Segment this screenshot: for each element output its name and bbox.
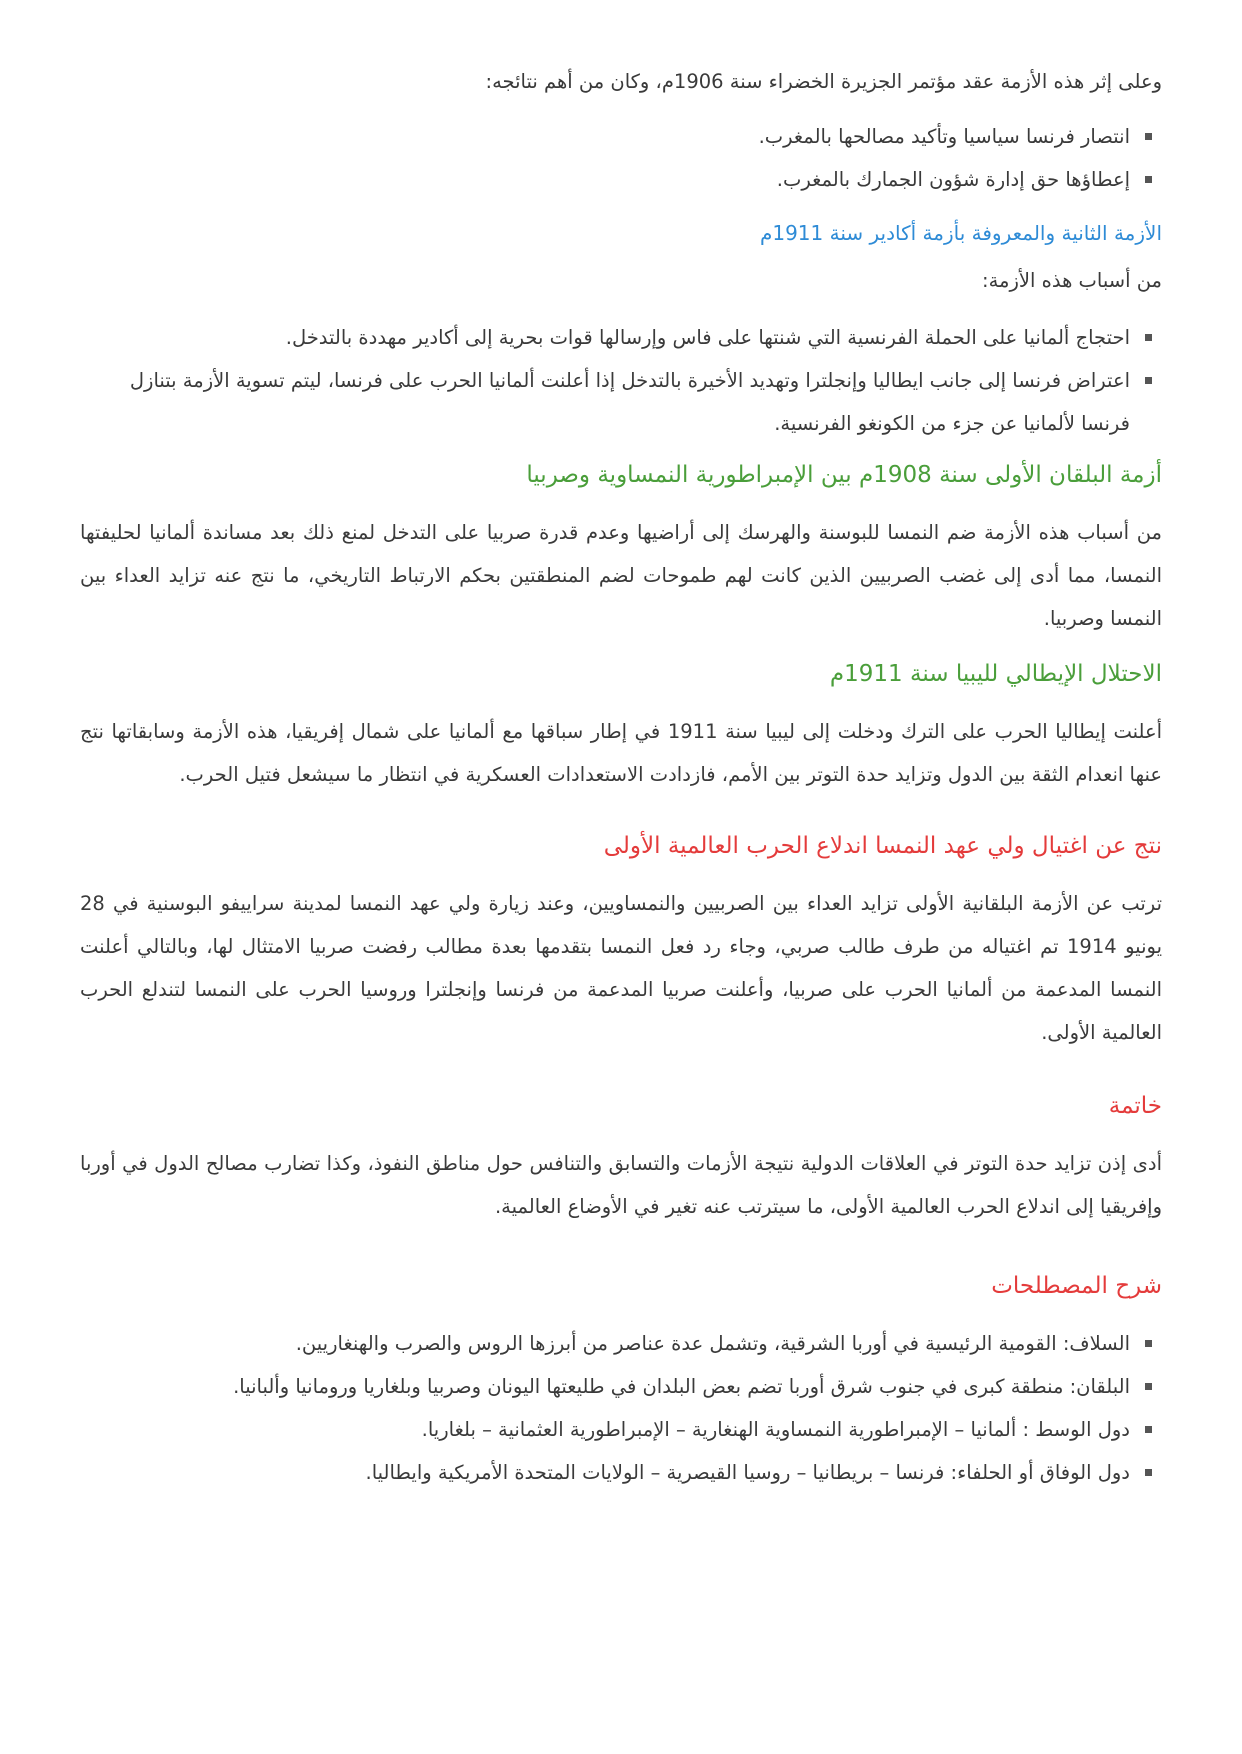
section-heading-conclusion: خاتمة: [1108, 1093, 1162, 1119]
section-heading-balkan: أزمة البلقان الأولى سنة 1908م بين الإمبراطورية النمساوية وصربيا: [526, 462, 1162, 488]
balkan-paragraph: من أسباب هذه الأزمة ضم النمسا للبوسنة والهرسك إلى أراضيها وعدم قدرة صربيا على التدخل لمنع ذلك بعد مساندة ألمانيا لحليفتها النمسا، مما أدى إلى غضب الصربيين الذين كانت لهم طموحات لضم المنطقتين بحكم الارتباط التاريخي، ما نتج عنه تزايد العداء بين النمسا وصربيا.: [80, 521, 1162, 630]
list-item: البلقان: منطقة كبرى في جنوب شرق أوربا تضم بعض البلدان في طليعتها اليونان وصربيا وبلغاريا ورومانيا وألبانيا.: [80, 1365, 1162, 1408]
list-item: احتجاج ألمانيا على الحملة الفرنسية التي شنتها على فاس وإرسالها قوات بحرية إلى أكادير مهددة بالتدخل.: [80, 316, 1162, 359]
page-content: [80, 60, 1162, 1494]
section-heading-agadir: الأزمة الثانية والمعروفة بأزمة أكادير سنة 1911م: [759, 221, 1162, 245]
list-item: السلاف: القومية الرئيسية في أوربا الشرقية، وتشمل عدة عناصر من أبرزها الروس والصرب والهنغاريين.: [80, 1322, 1162, 1365]
list-item: دول الوفاق أو الحلفاء: فرنسا – بريطانيا – روسيا القيصرية – الولايات المتحدة الأمريكية وايطاليا.: [80, 1451, 1162, 1494]
conclusion-paragraph: أدى إذن تزايد حدة التوتر في العلاقات الدولية نتيجة الأزمات والتسابق والتنافس حول مناطق النفوذ، وكذا تضارب مصالح الدول في أوربا وإفريقيا إلى اندلاع الحرب العالمية الأولى، ما سيترتب عنه تغير في الأوضاع العالمية.: [80, 1152, 1162, 1218]
agadir-list: [80, 316, 1162, 445]
glossary-list: [80, 1322, 1162, 1494]
section-heading-libya: الاحتلال الإيطالي لليبيا سنة 1911م: [829, 661, 1162, 687]
intro-paragraph: وعلى إثر هذه الأزمة عقد مؤتمر الجزيرة الخضراء سنة 1906م، وكان من أهم نتائجه:: [485, 70, 1162, 93]
list-item: إعطاؤها حق إدارة شؤون الجمارك بالمغرب.: [80, 158, 1162, 201]
libya-paragraph: أعلنت إيطاليا الحرب على الترك ودخلت إلى ليبيا سنة 1911 في إطار سباقها مع ألمانيا على شمال إفريقيا، هذه الأزمة وسابقاتها نتج عنها انعدام الثقة بين الدول وتزايد حدة التوتر بين الأمم، فازدادت الاستعدادات العسكرية في انتظار ما سيشعل فتيل الحرب.: [80, 720, 1162, 786]
agadir-intro: من أسباب هذه الأزمة:: [982, 269, 1162, 292]
intro-list: [80, 115, 1162, 201]
assassination-paragraph: ترتب عن الأزمة البلقانية الأولى تزايد العداء بين الصربيين والنمساويين، وعند زيارة ولي عهد النمسا لمدينة سراييفو البوسنية في 28 يونيو 1914 تم اغتياله من طرف طالب صربي، وجاء رد فعل النمسا بتقدمها بعدة مطالب رفضت صربيا الامتثال لها، وبالتالي أعلنت النمسا المدعمة من ألمانيا الحرب على صربيا، وأعلنت صربيا المدعمة من فرنسا وإنجلترا وروسيا الحرب على النمسا لتندلع الحرب العالمية الأولى.: [80, 892, 1162, 1044]
list-item: دول الوسط : ألمانيا – الإمبراطورية النمساوية الهنغارية – الإمبراطورية العثمانية – بلغاريا.: [80, 1408, 1162, 1451]
section-heading-assassination: نتج عن اغتيال ولي عهد النمسا اندلاع الحرب العالمية الأولى: [603, 833, 1162, 859]
list-item: اعتراض فرنسا إلى جانب ايطاليا وإنجلترا وتهديد الأخيرة بالتدخل إذا أعلنت ألمانيا الحرب على فرنسا، ليتم تسوية الأزمة بتنازل فرنسا لألمانيا عن جزء من الكونغو الفرنسية.: [80, 359, 1162, 445]
list-item: انتصار فرنسا سياسيا وتأكيد مصالحها بالمغرب.: [80, 115, 1162, 158]
section-heading-glossary: شرح المصطلحات: [991, 1273, 1162, 1299]
